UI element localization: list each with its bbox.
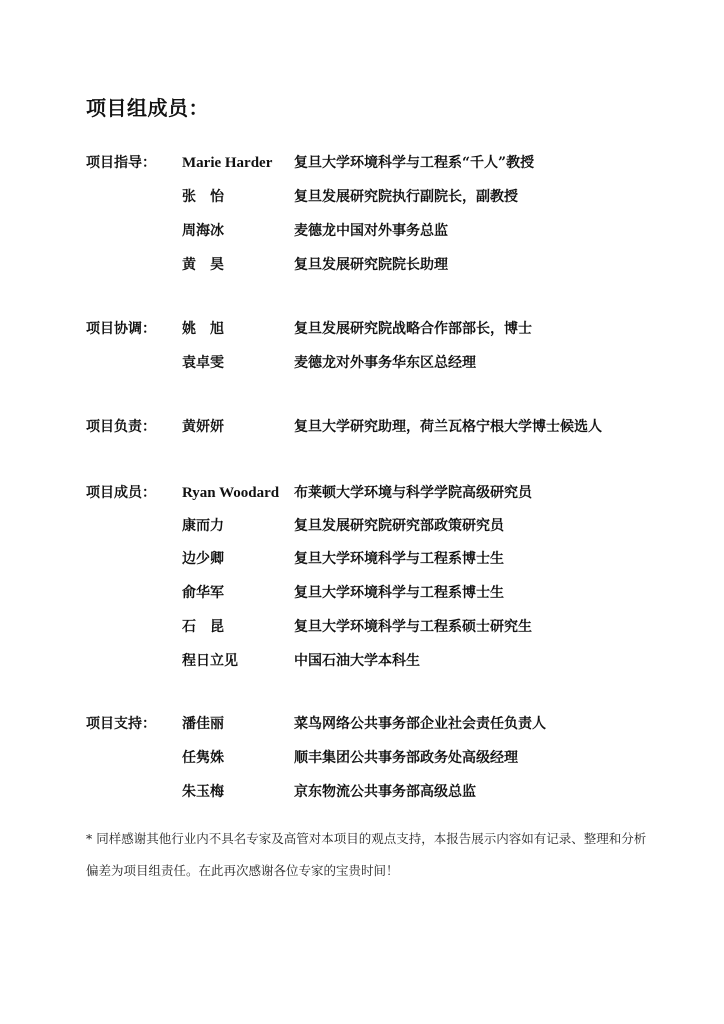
member-row [0, 747, 724, 769]
member-name: 俞华军 [182, 585, 224, 601]
member-description: 顺丰集团公共事务部政务处高级经理 [294, 750, 518, 766]
member-name: 朱玉梅 [182, 784, 224, 800]
member-description: 复旦发展研究院战略合作部部长，博士 [294, 321, 532, 337]
role-label: 项目负责： [86, 419, 156, 435]
member-row [0, 152, 724, 174]
member-description: 复旦发展研究院研究部政策研究员 [294, 518, 504, 534]
member-description: 麦德龙对外事务华东区总经理 [294, 355, 476, 371]
member-name: 袁卓雯 [182, 355, 224, 371]
member-description: 复旦大学研究助理，荷兰瓦格宁根大学博士候选人 [294, 419, 602, 435]
member-row [0, 515, 724, 537]
footnote-line-2: 偏差为项目组责任。在此再次感谢各位专家的宝贵时间！ [86, 863, 399, 878]
role-label: 项目成员： [86, 485, 156, 501]
member-description: 复旦发展研究院院长助理 [294, 257, 448, 273]
member-name: 康而力 [182, 518, 224, 534]
member-row [0, 482, 724, 504]
member-description: 复旦大学环境科学与工程系博士生 [294, 585, 504, 601]
member-name: 潘佳丽 [182, 716, 224, 732]
footnote-line-1: * 同样感谢其他行业内不具名专家及高管对本项目的观点支持，本报告展示内容如有记录、整理和分析 [86, 831, 647, 846]
member-description: 复旦大学环境科学与工程系博士生 [294, 551, 504, 567]
member-row [0, 548, 724, 570]
member-row [0, 254, 724, 276]
member-name: 张 怡 [182, 189, 224, 205]
member-description: 菜鸟网络公共事务部企业社会责任负责人 [294, 716, 546, 732]
member-description: 布莱顿大学环境与科学学院高级研究员 [294, 485, 532, 501]
member-description: 复旦大学环境科学与工程系硕士研究生 [294, 619, 532, 635]
member-name: Ryan Woodard [182, 485, 280, 501]
member-row [0, 416, 724, 438]
role-label: 项目协调： [86, 321, 156, 337]
member-row [0, 186, 724, 208]
member-description: 复旦发展研究院执行副院长，副教授 [294, 189, 518, 205]
member-name: 黄 昊 [182, 257, 224, 273]
member-row [0, 582, 724, 604]
member-description: 中国石油大学本科生 [294, 653, 420, 669]
member-row [0, 650, 724, 672]
member-name: 边少卿 [182, 551, 224, 567]
member-description: 麦德龙中国对外事务总监 [294, 223, 448, 239]
member-name: 石 昆 [182, 619, 224, 635]
page-title: 项目组成员： [86, 96, 209, 120]
member-name: Marie Harder [182, 155, 273, 171]
member-description: 京东物流公共事务部高级总监 [294, 784, 476, 800]
member-name: 程日立见 [182, 653, 238, 669]
member-description: 复旦大学环境科学与工程系“千人”教授 [294, 155, 535, 171]
member-row [0, 318, 724, 340]
member-row [0, 713, 724, 735]
member-name: 姚 旭 [182, 321, 224, 337]
member-row [0, 352, 724, 374]
member-row [0, 781, 724, 803]
member-name: 周海冰 [182, 223, 224, 239]
member-row [0, 616, 724, 638]
role-label: 项目支持： [86, 716, 156, 732]
member-name: 黄妍妍 [182, 419, 224, 435]
member-row [0, 220, 724, 242]
member-name: 任隽姝 [182, 750, 224, 766]
role-label: 项目指导： [86, 155, 156, 171]
